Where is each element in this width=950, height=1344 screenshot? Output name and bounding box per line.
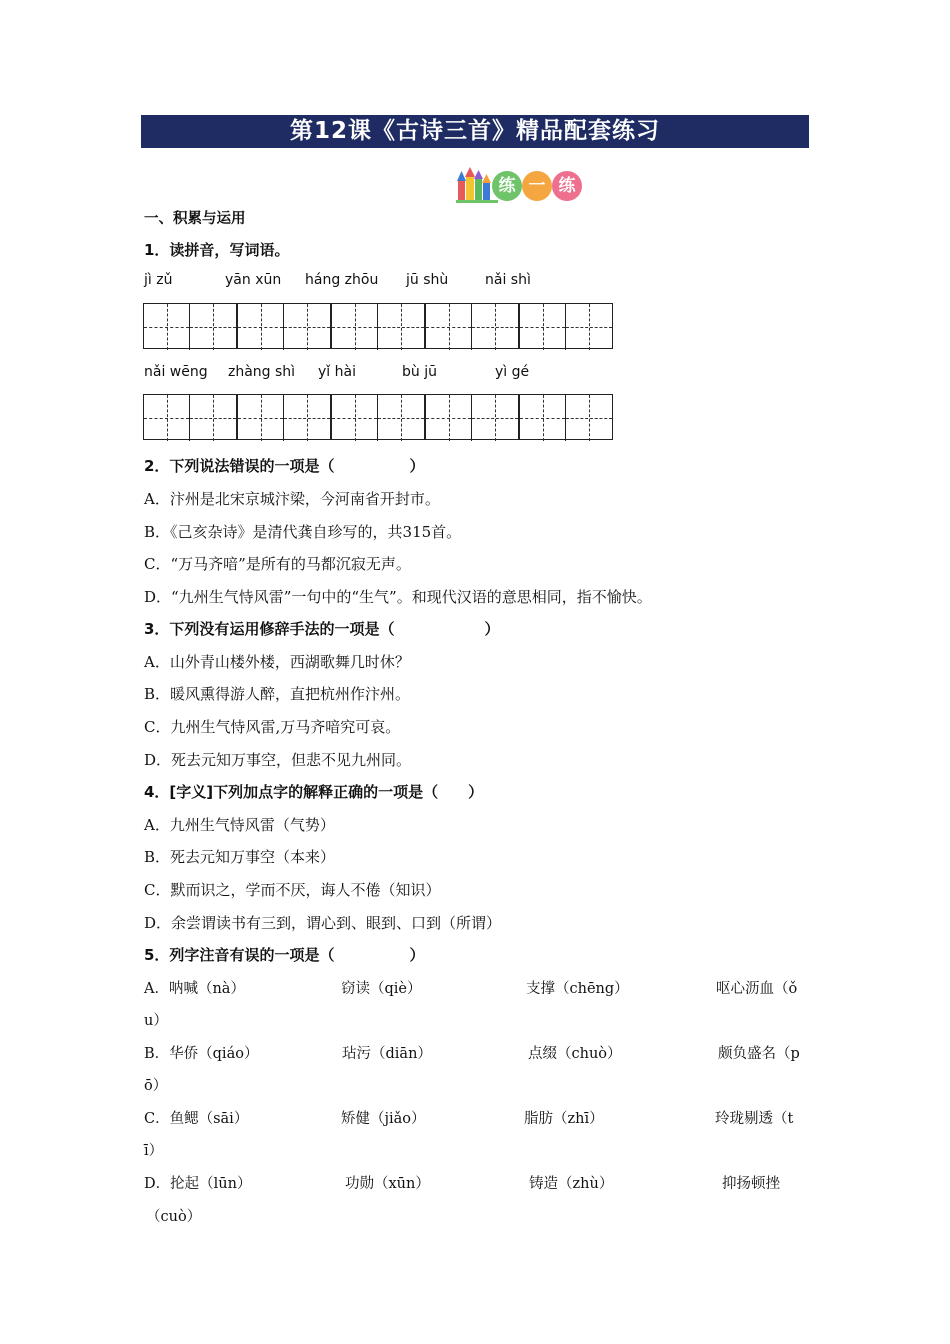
pinyin: yì gé	[495, 364, 530, 380]
q5-d-3: 铸造（zhù）	[529, 1176, 614, 1192]
q5-b-4-cont: ō）	[144, 1078, 168, 1094]
practice-badge	[456, 167, 586, 205]
word-box[interactable]	[331, 394, 425, 440]
pinyin: yān xūn	[225, 272, 282, 288]
q5-d-4-cont: （cuò）	[146, 1209, 202, 1225]
badge-char-3: 练	[552, 171, 582, 201]
q5-a-2: 窃读（qiè）	[341, 981, 422, 997]
q2-option-b: B．《己亥杂诗》是清代龚自珍写的，共315首。	[144, 523, 462, 541]
pinyin: nǎi wēng	[144, 364, 208, 380]
q2-option-c: C．“万马齐喑”是所有的马都沉寂无声。	[144, 555, 411, 573]
badge-char-2: 一	[522, 171, 552, 201]
pinyin: bù jū	[402, 364, 437, 380]
q5-b-1: B．华侨（qiáo）	[144, 1046, 259, 1062]
q5-a-4: 呕心沥血（ǒ	[716, 981, 798, 997]
q5-c-4: 玲珑剔透（t	[715, 1111, 794, 1127]
q5-a-1: A．呐喊（nà）	[144, 981, 245, 997]
q5-a-3: 支撑（chēng）	[526, 981, 629, 997]
q3-option-b: B．暖风熏得游人醉，直把杭州作汴州。	[144, 685, 411, 703]
q4-option-c: C．默而识之，学而不厌，诲人不倦（知识）	[144, 881, 441, 899]
q1-writing-grid-2[interactable]	[143, 394, 609, 440]
q2-stem: 2．下列说法错误的一项是（ ）	[144, 457, 425, 475]
q5-b-3: 点缀（chuò）	[528, 1046, 622, 1062]
q5-d-1: D．抡起（lūn）	[144, 1176, 252, 1192]
q1-writing-grid-1[interactable]	[143, 303, 609, 349]
pinyin: háng zhōu	[305, 272, 379, 288]
q4-stem: 4．[字义]下列加点字的解释正确的一项是（ ）	[144, 783, 484, 801]
q5-d-2: 功勋（xūn）	[345, 1176, 430, 1192]
q5-c-1: C．鱼鳃（sāi）	[144, 1111, 249, 1127]
q1-stem: 1．读拼音，写词语。	[144, 241, 290, 259]
q5-a-4-cont: u）	[144, 1013, 168, 1029]
pinyin: nǎi shì	[485, 272, 531, 288]
badge-char-1: 练	[492, 171, 522, 201]
page-title: 第12课《古诗三首》精品配套练习	[141, 115, 809, 148]
pinyin: jū shù	[406, 272, 449, 288]
section-heading: 一、积累与运用	[144, 211, 246, 227]
q4-option-a: A．九州生气恃风雷（气势）	[144, 816, 335, 834]
q2-option-d: D．“九州生气恃风雷”一句中的“生气”。和现代汉语的意思相同，指不愉快。	[144, 588, 652, 606]
pinyin: zhàng shì	[228, 364, 296, 380]
q5-c-4-cont: ī）	[144, 1143, 164, 1159]
q5-b-4: 颇负盛名（p	[718, 1046, 800, 1062]
q4-option-b: B．死去元知万事空（本来）	[144, 848, 336, 866]
word-box[interactable]	[331, 303, 425, 349]
word-box[interactable]	[143, 303, 237, 349]
word-box[interactable]	[425, 303, 519, 349]
word-box[interactable]	[237, 303, 331, 349]
q5-c-3: 脂肪（zhī）	[524, 1111, 604, 1127]
q5-stem: 5．列字注音有误的一项是（ ）	[144, 946, 425, 964]
word-box[interactable]	[519, 303, 613, 349]
q3-stem: 3．下列没有运用修辞手法的一项是（ ）	[144, 620, 500, 638]
q4-option-d: D．余尝谓读书有三到，谓心到、眼到、口到（所谓）	[144, 914, 502, 932]
word-box[interactable]	[425, 394, 519, 440]
q2-option-a: A．汴州是北宋京城汴梁，今河南省开封市。	[144, 490, 440, 508]
word-box[interactable]	[237, 394, 331, 440]
q5-c-2: 矫健（jiǎo）	[341, 1111, 426, 1127]
word-box[interactable]	[143, 394, 237, 440]
q3-option-c: C．九州生气恃风雷,万马齐喑究可哀。	[144, 718, 401, 736]
word-box[interactable]	[519, 394, 613, 440]
pinyin: jì zǔ	[144, 272, 173, 288]
q3-option-a: A．山外青山楼外楼，西湖歌舞几时休？	[144, 653, 410, 671]
q5-d-4: 抑扬顿挫	[722, 1176, 780, 1192]
q3-option-d: D．死去元知万事空，但悲不见九州同。	[144, 751, 412, 769]
pinyin: yǐ hài	[318, 364, 356, 380]
q5-b-2: 玷污（diān）	[342, 1046, 432, 1062]
